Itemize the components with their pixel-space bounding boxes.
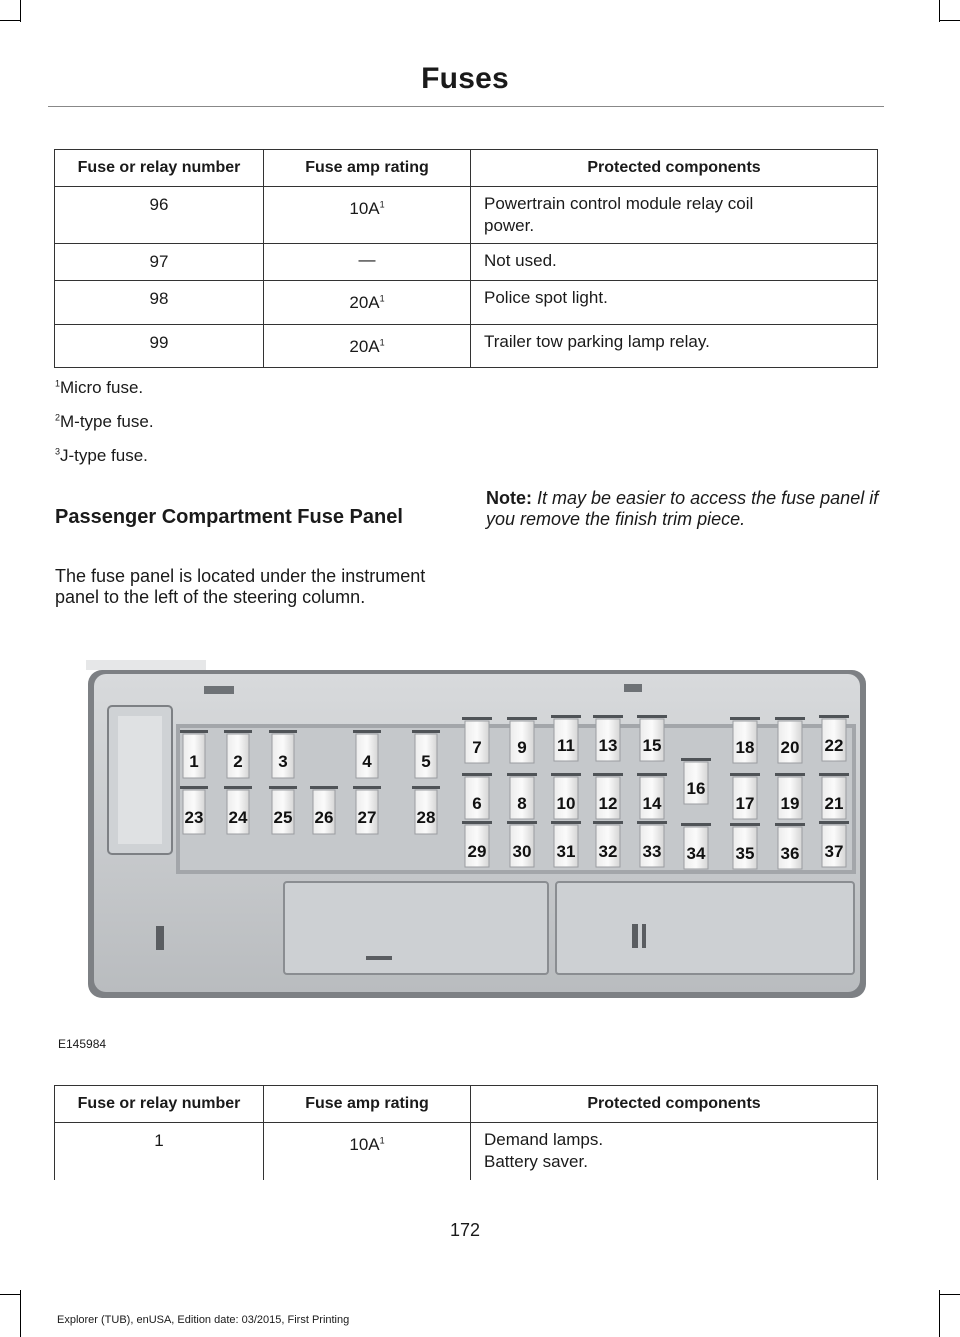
page-title: Fuses [421,62,509,95]
fuse-label-36: 36 [780,844,800,863]
fuse-label-31: 31 [556,842,576,861]
fuse-number: 1 [55,1123,264,1180]
footnote-mark: 1 [379,199,385,210]
fuse-rating: $20A^1$ [264,325,471,368]
fuse-clip-20 [775,717,805,720]
fuse-label-33: 33 [642,842,662,861]
fuse-number: 99 [55,325,264,368]
fuse-clip-1 [180,730,208,733]
fuse-components: Trailer tow parking lamp relay. [471,325,878,368]
column-header: Protected components [471,1086,878,1123]
fuse-label-22: 22 [824,736,844,755]
fuse-rating: $20A^1$ [264,281,471,325]
fuse-clip-30 [507,821,537,824]
fuse-components: Not used. [471,244,878,281]
fuse-label-13: 13 [598,736,618,755]
fuse-label-35: 35 [735,844,755,863]
note-label: Note: [486,488,532,508]
column-header: Fuse amp rating [264,150,471,187]
fuse-label-32: 32 [598,842,618,861]
fuse-components: Demand lamps. Battery saver. [471,1123,878,1180]
fuse-label-16: 16 [686,779,706,798]
fuse-clip-6 [462,773,492,776]
fuse-table-top [54,149,878,368]
note-text: It may be easier to access the fuse panel if you remove the finish trim piece. [486,488,879,529]
table-row [55,281,878,325]
crop-mark [20,0,21,22]
fuse-clip-36 [775,823,805,826]
fuse-clip-16 [681,758,711,761]
column-header: Fuse or relay number [55,1086,264,1123]
fuse-rating: — [264,244,471,281]
fuse-label-8: 8 [517,794,527,813]
fuse-clip-2 [224,730,252,733]
crop-mark [20,1290,21,1337]
fuse-label-6: 6 [472,794,482,813]
fuse-label-18: 18 [735,738,755,757]
table-row [55,244,878,281]
fuse-label-24: 24 [228,808,248,827]
page-number: 172 [449,1220,481,1240]
fuse-label-27: 27 [357,808,377,827]
fuse-clip-4 [353,730,381,733]
fuse-clip-13 [593,715,623,718]
footnote-mark: 1 [379,337,385,348]
column-header: Protected components [471,150,878,187]
crop-mark [939,0,940,22]
fuse-label-21: 21 [824,794,844,813]
footnote-mark: 1 [379,1135,385,1146]
footnote-mark: 1 [379,293,385,304]
fuse-label-17: 17 [735,794,755,813]
fuse-clip-7 [462,717,492,720]
header-divider [48,106,884,107]
figure-code: E145984 [58,1037,107,1051]
fuse-label-34: 34 [686,844,706,863]
fuse-clip-14 [637,773,667,776]
fuse-label-28: 28 [416,808,436,827]
fuse-number: 96 [55,187,264,244]
fuse-rating: $10A^1$ [264,1123,471,1180]
fuse-clip-28 [412,786,440,789]
fuse-label-19: 19 [780,794,800,813]
fuse-clip-5 [412,730,440,733]
fuse-clip-21 [819,773,849,776]
fuse-clip-18 [730,717,760,720]
fuse-label-5: 5 [421,752,431,771]
fuse-label-29: 29 [467,842,487,861]
crop-mark [0,20,20,21]
fuse-clip-27 [353,786,381,789]
fuse-clip-25 [269,786,297,789]
fuse-label-12: 12 [598,794,618,813]
fuse-label-7: 7 [472,738,482,757]
fuse-rating: $10A^1$ [264,187,471,244]
fuse-clip-31 [551,821,581,824]
fuse-clip-34 [681,823,711,826]
fuse-components: Powertrain control module relay coil power. [471,187,878,244]
fuse-clip-24 [224,786,252,789]
footnote: $^1$Micro fuse. [55,378,144,397]
footnote: $^3$J-type fuse. [55,446,148,465]
fuse-panel-illustration [84,656,868,1004]
fuse-label-10: 10 [556,794,576,813]
fuse-label-14: 14 [642,794,662,813]
table-row [55,1123,878,1180]
fuse-label-37: 37 [824,842,844,861]
fuse-label-4: 4 [362,752,372,771]
crop-mark [940,1294,960,1295]
fuse-clip-26 [310,786,338,789]
fuse-clip-3 [269,730,297,733]
fuse-label-9: 9 [517,738,527,757]
crop-mark [939,1290,940,1337]
fuse-label-20: 20 [780,738,800,757]
fuse-clip-22 [819,715,849,718]
table-row [55,325,878,368]
table-row [55,187,878,244]
fuse-number: 98 [55,281,264,325]
fuse-clip-37 [819,821,849,824]
fuse-label-15: 15 [642,736,662,755]
fuse-clip-33 [637,821,667,824]
column-header: Fuse amp rating [264,1086,471,1123]
section-body: The fuse panel is located under the instrument panel to the left of the steering column. [55,566,426,607]
fuse-panel-diagram [84,656,868,1009]
crop-mark [0,1294,20,1295]
fuse-clip-9 [507,717,537,720]
fuse-table-bottom [54,1085,878,1180]
fuse-label-1: 1 [189,752,199,771]
footnote: $^2$M-type fuse. [55,412,154,431]
column-header: Fuse or relay number [55,150,264,187]
footer-edition: Explorer (TUB), enUSA, Edition date: 03/2015, First Printing [57,1314,350,1326]
section-heading: Passenger Compartment Fuse Panel [55,506,403,528]
fuse-label-11: 11 [557,736,575,755]
note [486,488,886,530]
fuse-clip-10 [551,773,581,776]
fuse-number: 97 [55,244,264,281]
fuse-label-3: 3 [278,752,288,771]
fuse-clip-23 [180,786,208,789]
fuse-label-2: 2 [233,752,243,771]
fuse-label-23: 23 [184,808,204,827]
fuse-clip-17 [730,773,760,776]
fuse-clip-32 [593,821,623,824]
fuse-clip-8 [507,773,537,776]
fuse-clip-15 [637,715,667,718]
fuse-label-26: 26 [314,808,334,827]
fuse-clip-19 [775,773,805,776]
fuse-clip-12 [593,773,623,776]
fuse-components: Police spot light. [471,281,878,325]
fuse-label-25: 25 [273,808,293,827]
fuse-clip-29 [462,821,492,824]
crop-mark [940,20,960,21]
fuse-clip-11 [551,715,581,718]
fuse-label-30: 30 [512,842,532,861]
fuse-clip-35 [730,823,760,826]
